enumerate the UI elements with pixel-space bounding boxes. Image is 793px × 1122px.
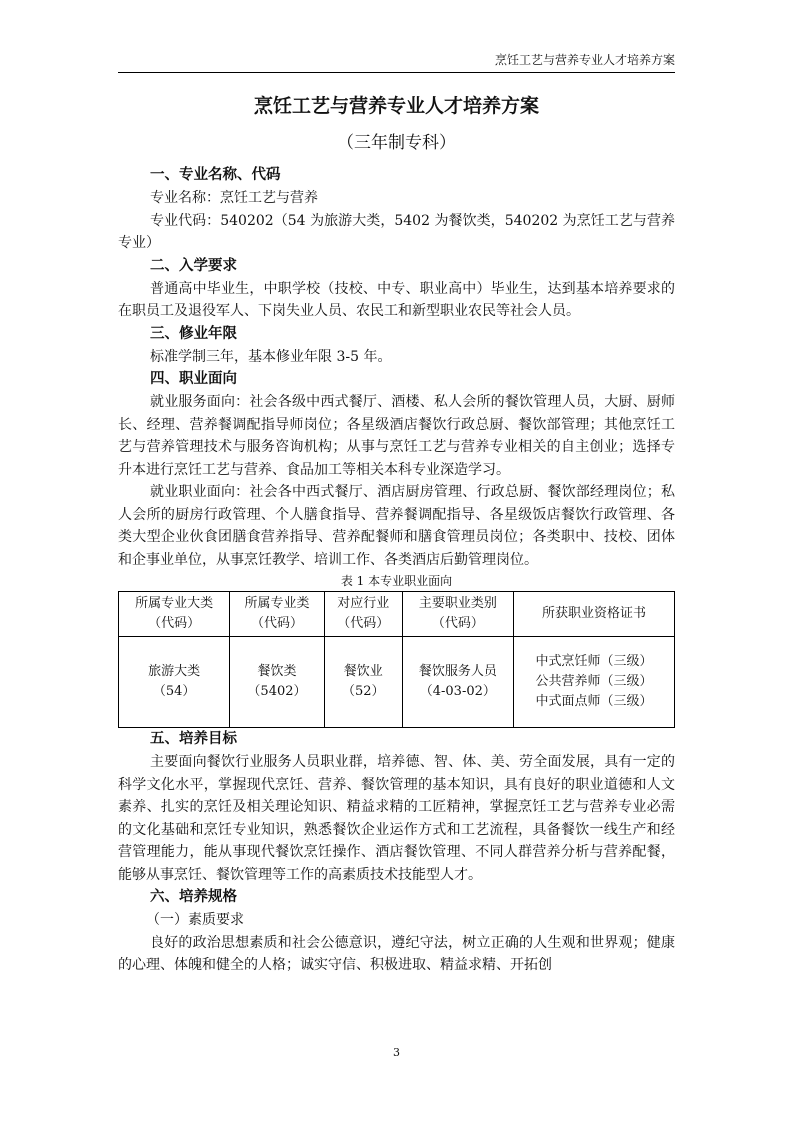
cell-code: （54）: [152, 684, 196, 699]
subsection-heading: （一）素质要求: [146, 912, 244, 928]
running-header: 烹饪工艺与营养专业人才培养方案: [118, 52, 675, 73]
paragraph: 标准学制三年，基本修业年限 3-5 年。: [150, 348, 392, 365]
table-cell: [513, 637, 674, 728]
paragraph: 就业职业面向：社会各中西式餐厅、酒店厨房管理、行政总厨、餐饮部经理岗位；私人会所的厨房行政管理、个人膳食指导、营养餐调配指导、各星级饭店餐饮行政管理、各类大型企业伙食团膳食营养指导、营养配餐师和膳食管理员岗位；各类职中、技校、团体和企事业单位，从事烹饪教学、培训工作、各类酒店后勤管理岗位。: [118, 484, 675, 568]
certificate: 中式烹饪师（三级）: [535, 654, 653, 669]
paragraph: 良好的政治思想素质和社会公德意识，遵纪守法，树立正确的人生观和世界观；健康的心理、体魄和健全的人格；诚实守信、积极进取、精益求精、开拓创: [118, 934, 675, 973]
table-row: [119, 637, 675, 728]
certificate: 中式面点师（三级）: [535, 694, 653, 709]
cell-text: 旅游大类: [148, 664, 201, 679]
header-code: （代码）: [337, 616, 390, 631]
header-code: （代码）: [431, 616, 484, 631]
paragraph: 普通高中毕业生，中职学校（技校、中专、职业高中）毕业生，达到基本培养要求的在职员工及退役军人、下岗失业人员、农民工和新型职业农民等社会人员。: [118, 280, 675, 319]
table-header-cell: [402, 592, 513, 637]
cell-code: （4-03-02）: [419, 684, 496, 699]
paragraph: 专业名称：烹饪工艺与营养: [150, 190, 318, 206]
table-header-cell: [513, 592, 674, 637]
page-title: 烹饪工艺与营养专业人才培养方案: [253, 95, 539, 117]
section-heading-5: 五、培养目标: [150, 731, 237, 747]
table-header-cell: [119, 592, 230, 637]
header-text: 对应行业: [337, 596, 390, 611]
table-cell: [230, 637, 325, 728]
cell-text: 餐饮类: [257, 664, 297, 679]
table-cell: [402, 637, 513, 728]
table-cell: [324, 637, 402, 728]
table-cell: [119, 637, 230, 728]
section-heading-1: 一、专业名称、代码: [150, 167, 281, 183]
header-code: （代码）: [148, 616, 201, 631]
section-heading-6: 六、培养规格: [150, 889, 237, 905]
header-text: 所属专业大类: [135, 596, 214, 611]
paragraph: 就业服务面向：社会各级中西式餐厅、酒楼、私人会所的餐饮管理人员，大厨、厨师长、经理、营养餐调配指导师岗位；各星级酒店餐饮行政总厨、餐饮部管理；其他烹饪工艺与营养管理技术与服务咨询机构；从事与烹饪工艺与营养专业相关的自主创业；选择专升本进行烹饪工艺与营养、食品加工等相关本科专业深造学习。: [118, 394, 675, 478]
header-text: 所属专业类: [244, 596, 310, 611]
cell-text: 餐饮业: [343, 664, 383, 679]
career-table: [118, 591, 675, 728]
header-text: 主要职业类别: [418, 596, 497, 611]
header-text: 所获职业资格证书: [541, 606, 646, 621]
section-heading-3: 三、修业年限: [150, 325, 237, 342]
table-header-row: [119, 592, 675, 637]
header-code: （代码）: [250, 616, 303, 631]
paragraph: 主要面向餐饮行业服务人员职业群，培养德、智、体、美、劳全面发展，具有一定的科学文化水平，掌握现代烹饪、营养、餐饮管理的基本知识，具有良好的职业道德和人文素养、扎实的烹饪及相关理论知识、精益求精的工匠精神，掌握烹饪工艺与营养专业必需的文化基础和烹饪专业知识，熟悉餐饮企业运作方式和工艺流程，具备餐饮一线生产和经营管理能力，能从事现代餐饮烹饪操作、酒店餐饮管理、不同人群营养分析与营养配餐，能够从事烹饪、餐饮管理等工作的高素质技术技能型人才。: [118, 754, 675, 883]
document-body: [118, 92, 675, 977]
section-heading-4: 四、职业面向: [150, 371, 237, 387]
cell-code: （52）: [341, 684, 385, 699]
table-caption: 表 1 本专业职业面向: [340, 574, 453, 588]
table-header-cell: [324, 592, 402, 637]
page-subtitle: （三年制专科）: [337, 133, 456, 153]
cell-code: （5402）: [247, 684, 307, 699]
certificate: 公共营养师（三级）: [535, 674, 653, 689]
table-header-cell: [230, 592, 325, 637]
paragraph: 专业代码：540202（54 为旅游大类，5402 为餐饮类，540202 为烹饪工艺与营养专业）: [118, 212, 675, 251]
cell-text: 餐饮服务人员: [418, 664, 497, 679]
section-heading-2: 二、入学要求: [150, 257, 237, 274]
page-number: 3: [393, 1046, 400, 1059]
